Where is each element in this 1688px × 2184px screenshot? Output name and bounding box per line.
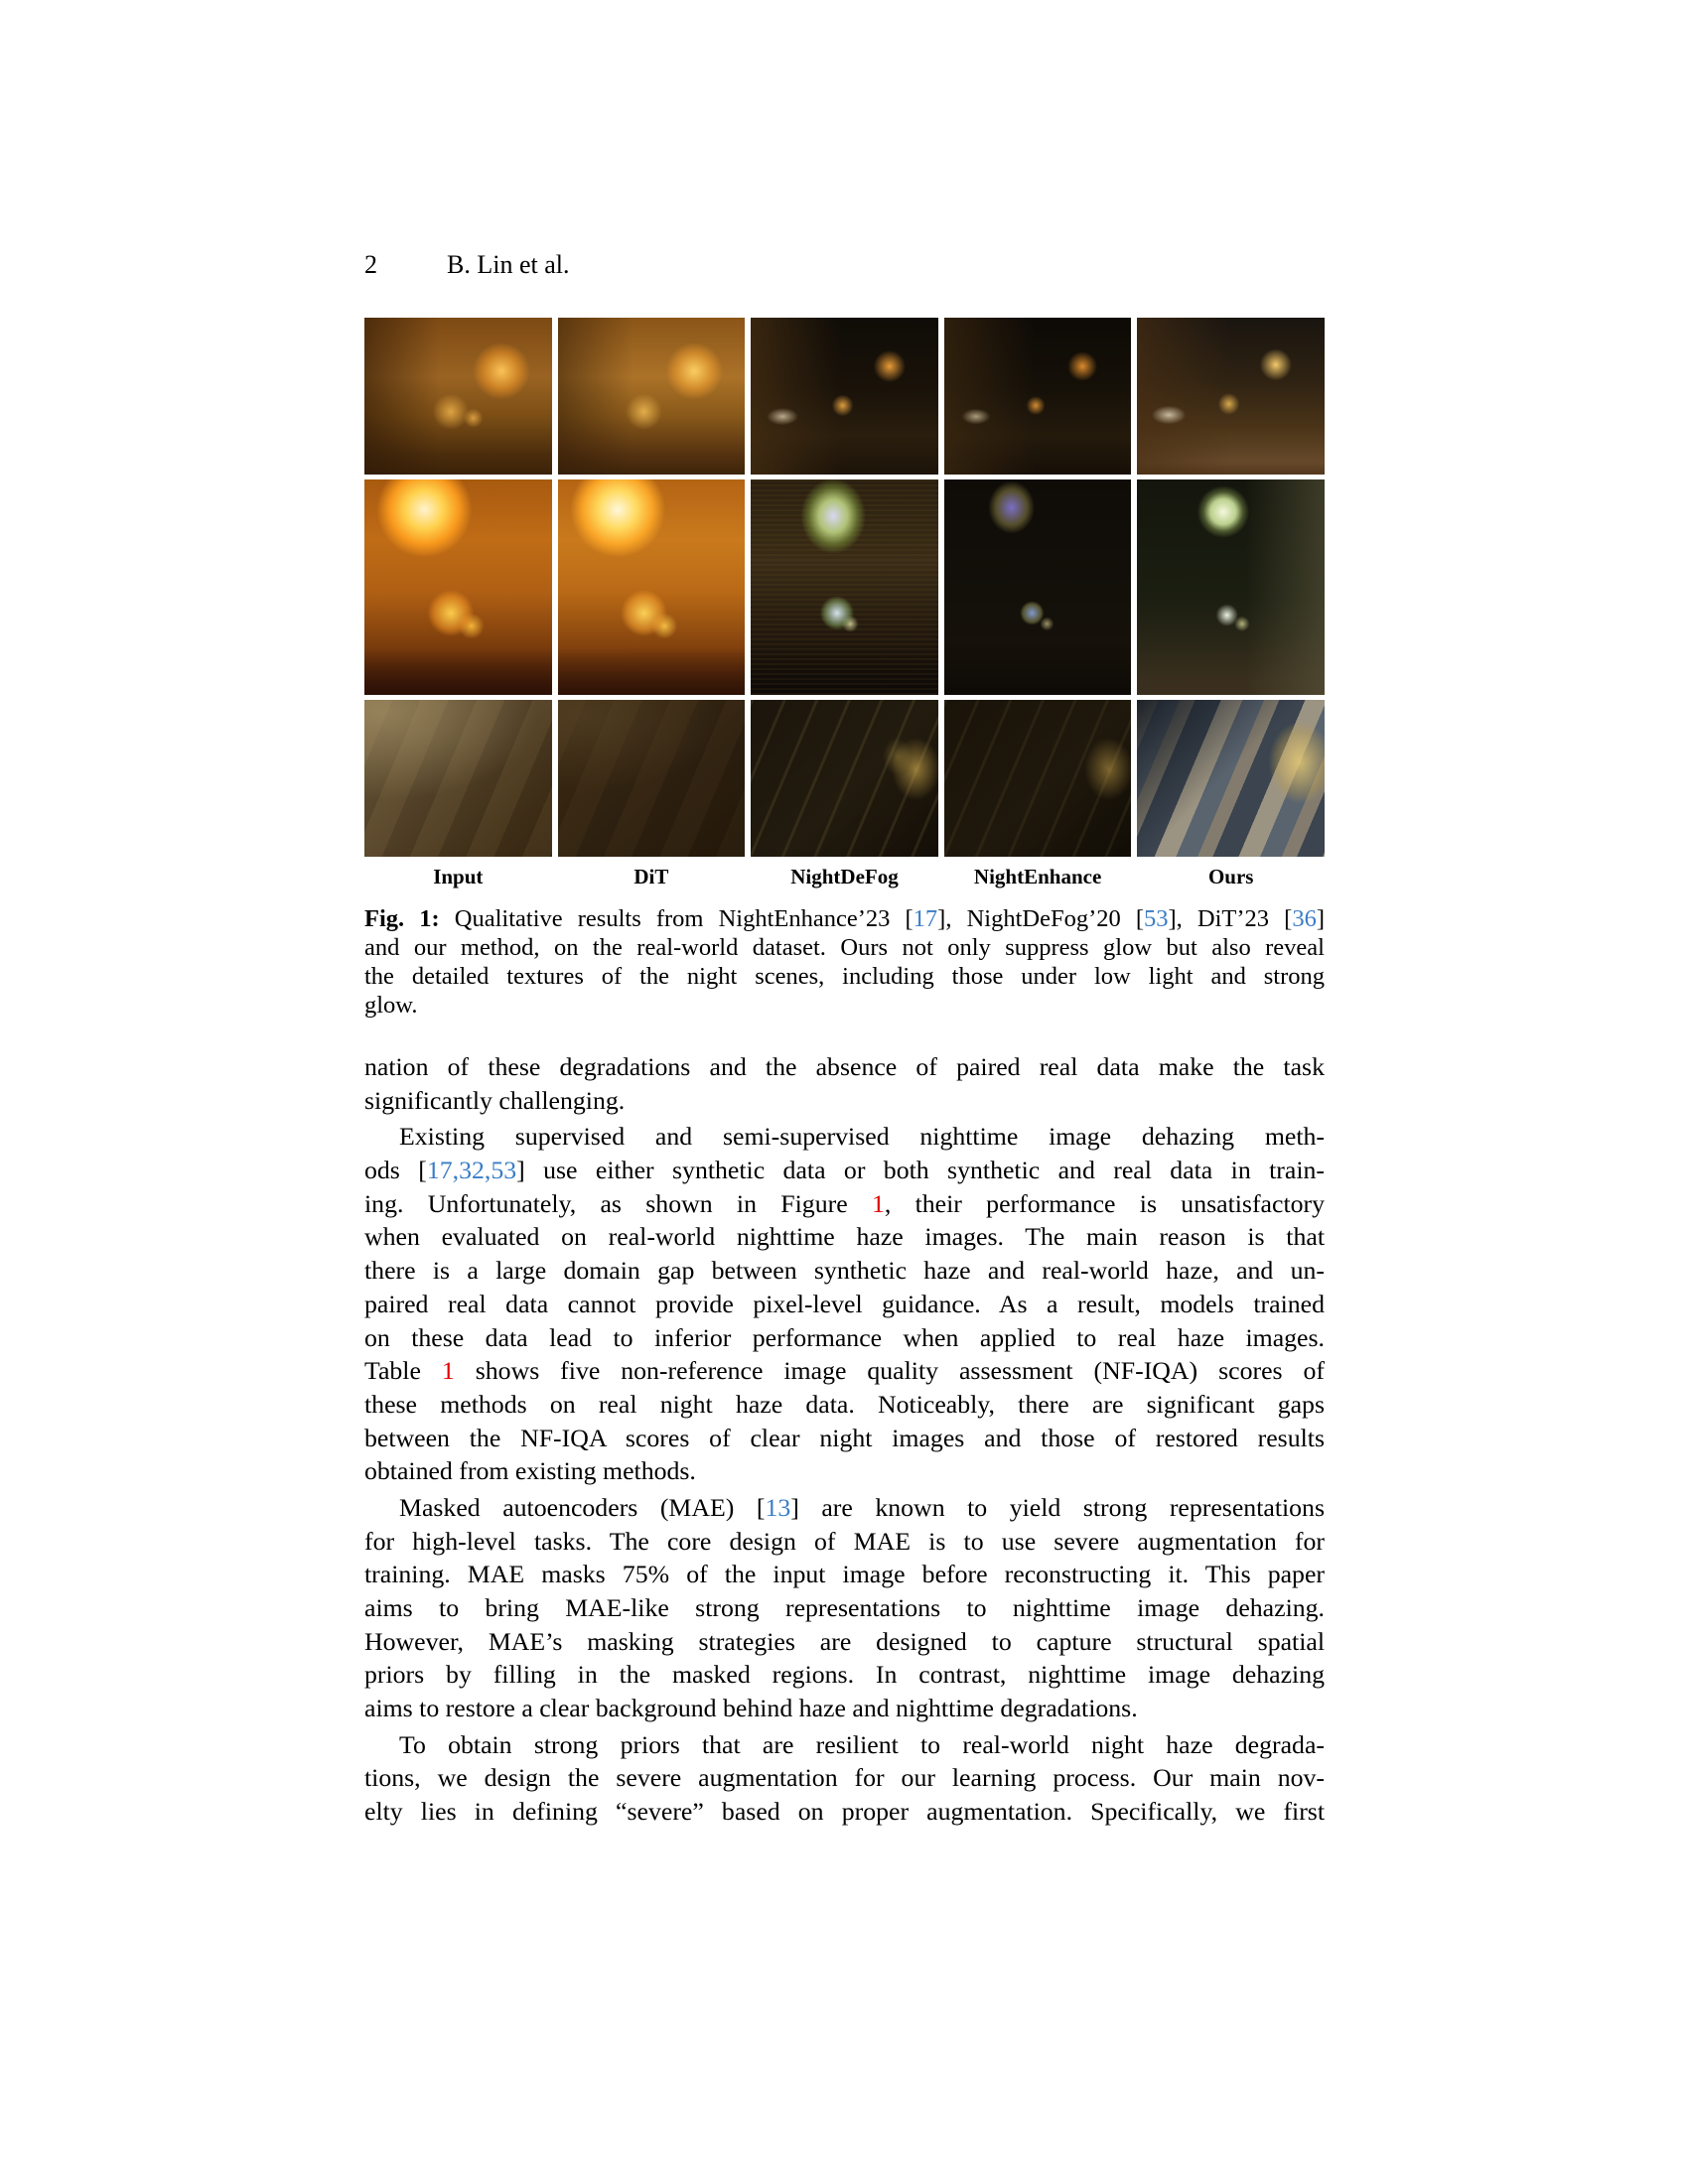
text-run: obtained from existing methods.: [364, 1456, 696, 1486]
citation-link[interactable]: 53: [1144, 905, 1169, 932]
text-run: glow.: [364, 992, 418, 1019]
body-line: [364, 1558, 1325, 1591]
text-run: on these data lead to inferior performance when applied to real haze images.: [364, 1322, 1325, 1352]
fig1-street-lamps-dit-image: [558, 318, 746, 475]
internal-ref-link[interactable]: 1: [441, 1356, 455, 1386]
figure-column-label: DiT: [633, 865, 669, 888]
text-run: However, MAE’s masking strategies are designed to capture structural spatial: [364, 1626, 1325, 1656]
text-run: Masked autoencoders (MAE) [: [399, 1492, 766, 1522]
citation-link[interactable]: 17,32,53: [426, 1156, 517, 1185]
figure-1: [364, 318, 1325, 1020]
body-line: [364, 1658, 1325, 1692]
text-run: ] are known to yield strong representations: [790, 1492, 1325, 1522]
paragraph: [364, 1050, 1325, 1117]
text-run: aims to bring MAE-like strong representations to nighttime image dehazing.: [364, 1593, 1325, 1622]
text-run: there is a large domain gap between synthetic haze and real-world haze, and un-: [364, 1256, 1325, 1286]
body-line: [364, 1761, 1325, 1795]
paragraph: [364, 1491, 1325, 1725]
text-run: , their performance is unsatisfactory: [884, 1188, 1325, 1218]
body-line: [364, 1795, 1325, 1829]
citation-link[interactable]: 17: [913, 905, 938, 932]
body-line: [364, 1728, 1325, 1762]
body-line: [364, 1388, 1325, 1422]
figure-caption-line: [364, 904, 1325, 933]
body-line: [364, 1288, 1325, 1321]
body-line: [364, 1354, 1325, 1388]
fig1-containers-dit-image: [558, 700, 746, 857]
figure-caption: [364, 904, 1325, 1020]
text-run: ]: [1316, 905, 1325, 932]
body-line: [364, 1491, 1325, 1525]
text-run: ] use either synthetic data or both synthetic and real data in train-: [516, 1156, 1325, 1185]
text-run: aims to restore a clear background behind haze and nighttime degradations.: [364, 1694, 1138, 1723]
body-line: [364, 1187, 1325, 1221]
text-run: these methods on real night haze data. Noticeably, there are significant gaps: [364, 1389, 1325, 1419]
figure-image-grid: [364, 318, 1325, 857]
text-run: ], DiT’23 [: [1168, 905, 1293, 932]
paragraph: [364, 1728, 1325, 1829]
text-run: nation of these degradations and the absence of paired real data make the task: [364, 1052, 1325, 1081]
fig1-street-lamps-nightenhance-image: [944, 318, 1132, 475]
figure-column-labels: [364, 864, 1325, 889]
text-run: between the NF-IQA scores of clear night images and those of restored results: [364, 1423, 1325, 1452]
body-line: [364, 1120, 1325, 1154]
page-number: 2: [364, 250, 377, 279]
internal-ref-link[interactable]: 1: [871, 1188, 885, 1218]
citation-link[interactable]: 36: [1292, 905, 1317, 932]
body-line: [364, 1154, 1325, 1187]
fig1-street-lamps-nightdefog-image: [751, 318, 938, 475]
running-header: [364, 250, 1325, 280]
running-title: B. Lin et al.: [447, 250, 570, 279]
body-line: [364, 1220, 1325, 1254]
text-run: the detailed textures of the night scenes, including those under low light and strong: [364, 963, 1325, 990]
fig1-containers-nightdefog-image: [751, 700, 938, 857]
body-line: [364, 1254, 1325, 1288]
body-line: [364, 1422, 1325, 1455]
fig1-containers-ours-image: [1137, 700, 1325, 857]
fig1-street-lamps-ours-image: [1137, 318, 1325, 475]
text-run: ods [: [364, 1156, 427, 1185]
text-run: paired real data cannot provide pixel-level guidance. As a result, models trained: [364, 1289, 1325, 1318]
text-run: when evaluated on real-world nighttime haze images. The main reason is that: [364, 1222, 1325, 1252]
body-line: [364, 1692, 1325, 1725]
text-run: ing. Unfortunately, as shown in Figure: [364, 1188, 872, 1218]
text-run: To obtain strong priors that are resilient to real-world night haze degrada-: [399, 1729, 1325, 1759]
body-line: [364, 1525, 1325, 1559]
fig1-streetlight-glow-dit-image: [558, 479, 746, 695]
figure-column-label: Ours: [1207, 865, 1254, 888]
body-line: [364, 1321, 1325, 1355]
text-run: ], NightDeFog’20 [: [937, 905, 1145, 932]
body-line: [364, 1454, 1325, 1488]
fig1-streetlight-glow-input-image: [364, 479, 552, 695]
body-line: [364, 1084, 1325, 1118]
text-run: tions, we design the severe augmentation for our learning process. Our main nov-: [364, 1763, 1325, 1793]
figure-caption-line: [364, 933, 1325, 962]
text-run: Qualitative results from NightEnhance’23 [: [454, 905, 914, 932]
figure-caption-line: [364, 962, 1325, 991]
fig1-containers-input-image: [364, 700, 552, 857]
fig1-streetlight-glow-ours-image: [1137, 479, 1325, 695]
text-run: elty lies in defining “severe” based on proper augmentation. Specifically, we first: [364, 1797, 1325, 1827]
caption-label: Fig. 1:: [364, 905, 455, 932]
fig1-containers-nightenhance-image: [944, 700, 1132, 857]
fig1-streetlight-glow-nightdefog-image: [751, 479, 938, 695]
text-run: Existing supervised and semi-supervised nighttime image dehazing meth-: [399, 1122, 1325, 1152]
figure-column-label: NightEnhance: [973, 865, 1102, 888]
body-line: [364, 1625, 1325, 1659]
text-run: significantly challenging.: [364, 1085, 626, 1115]
paragraph: [364, 1120, 1325, 1488]
text-run: priors by filling in the masked regions. In contrast, nighttime image dehazing: [364, 1660, 1325, 1690]
figure-caption-line: [364, 991, 1325, 1020]
figure-column-label: NightDeFog: [790, 865, 899, 888]
text-run: Table: [364, 1356, 442, 1386]
figure-column-label: Input: [433, 865, 484, 888]
text-run: shows five non-reference image quality assessment (NF-IQA) scores of: [454, 1356, 1325, 1386]
text-run: and our method, on the real-world dataset. Ours not only suppress glow but also reveal: [364, 934, 1325, 961]
body-text: [364, 1050, 1325, 1829]
text-run: for high-level tasks. The core design of MAE is to use severe augmentation for: [364, 1526, 1325, 1556]
body-line: [364, 1050, 1325, 1084]
fig1-street-lamps-input-image: [364, 318, 552, 475]
text-run: training. MAE masks 75% of the input image before reconstructing it. This paper: [364, 1560, 1325, 1589]
fig1-streetlight-glow-nightenhance-image: [944, 479, 1132, 695]
citation-link[interactable]: 13: [765, 1492, 791, 1522]
body-line: [364, 1591, 1325, 1625]
